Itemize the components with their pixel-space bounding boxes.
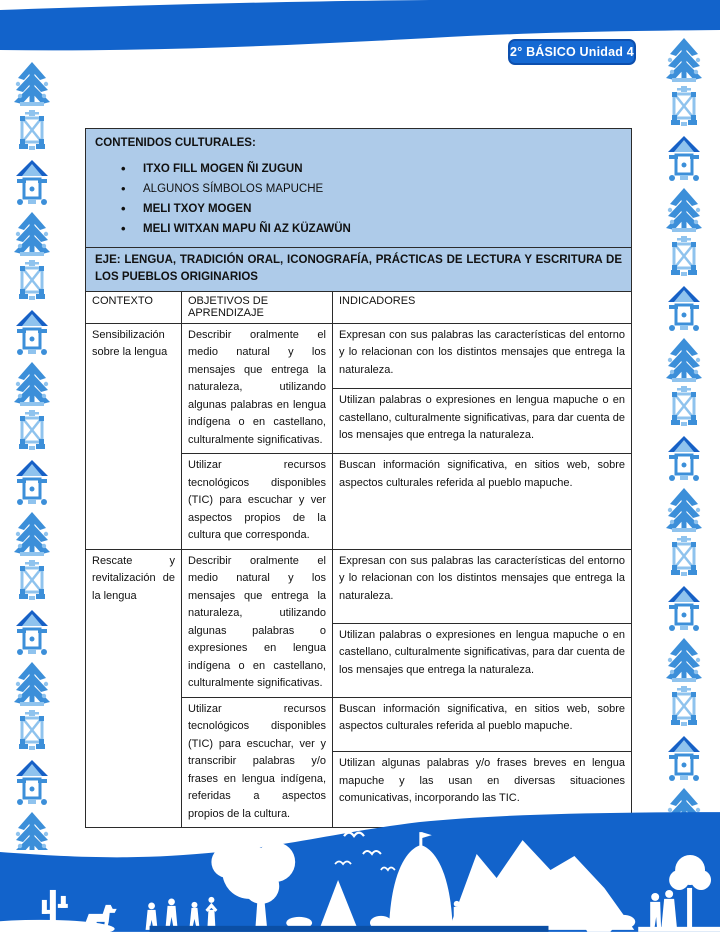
unit-badge [508,39,636,65]
objective-cell: Utilizar recursos tecnológicos disponibles (TIC) para escuchar y ver aspectos propios de la cultura que corresponda. [182,454,333,550]
eje-statement: EJE: LENGUA, TRADICIÓN ORAL, ICONOGRAFÍA, PRÁCTICAS DE LECTURA Y ESCRITURA DE LOS PUEBLOS ORIGINARIOS [85,247,632,292]
indicator-cell: Utilizan algunas palabras y/o frases breves en lengua mapuche y las usan en diversas situaciones comunicativas, incorporando las TIC. [333,752,632,828]
curriculum-table [85,291,632,829]
table-row [86,323,632,388]
cultural-contents-title: CONTENIDOS CULTURALES: [95,137,256,149]
objective-cell: Utilizar recursos tecnológicos disponibles (TIC) para escuchar, ver y transcribir palabras y/o frases en lengua indígena, referidas a aspectos propios de la cultura. [182,697,333,828]
footer-landscape-art [0,810,720,932]
column-header-objetivos: OBJETIVOS DE APRENDIZAJE [182,291,333,323]
list-item: • MELI WITXAN MAPU ÑI AZ KÜZAWÜN [95,219,622,239]
table-row [86,549,632,623]
column-header-indicadores: INDICADORES [333,291,632,323]
main-content [85,128,632,828]
objective-cell: Describir oralmente el medio natural y los mensajes que entrega la naturaleza, utilizando algunas palabras en lengua indígena o en castellano, culturalmente significativas. [182,323,333,454]
indicator-cell: Expresan con sus palabras las características del entorno y lo relacionan con los distintos mensajes que entrega la naturaleza. [333,549,632,623]
objective-cell: Describir oralmente el medio natural y los mensajes que entrega la naturaleza, utilizando algunas palabras o expresiones en lengua indígena o en castellano, culturalmente significativas. [182,549,333,697]
mapuche-border-pattern-left-icon [12,58,52,850]
table-header-row [86,291,632,323]
column-header-contexto: CONTEXTO [86,291,182,323]
mapuche-border-pattern-right-icon [664,34,704,824]
context-cell: Sensibilización sobre la lengua [86,323,182,549]
context-cell: Rescate y revitalización de la lengua [86,549,182,828]
cultural-contents-box [85,128,632,249]
indicator-cell: Utilizan palabras o expresiones en lengua mapuche o en castellano, culturalmente significativas, para dar cuenta de los mensajes que entrega la naturaleza. [333,389,632,454]
list-item: • ITXO FILL MOGEN ÑI ZUGUN [95,159,622,179]
indicator-cell: Expresan con sus palabras las características del entorno y lo relacionan con los distintos mensajes que entrega la naturaleza. [333,323,632,388]
indicator-cell: Buscan información significativa, en sitios web, sobre aspectos culturales referida al pueblo mapuche. [333,454,632,550]
list-item: • ALGUNOS SÍMBOLOS MAPUCHE [95,179,622,199]
indicator-cell: Buscan información significativa, en sitios web, sobre aspectos culturales referida al pueblo mapuche. [333,697,632,751]
list-item: • MELI TXOY MOGEN [95,199,622,219]
unit-badge-label: 2° BÁSICO Unidad 4 [510,45,634,59]
indicator-cell: Utilizan palabras o expresiones en lengua mapuche o en castellano, culturalmente significativas, para dar cuenta de los mensajes que entrega la naturaleza. [333,623,632,697]
cultural-contents-list [95,159,622,239]
